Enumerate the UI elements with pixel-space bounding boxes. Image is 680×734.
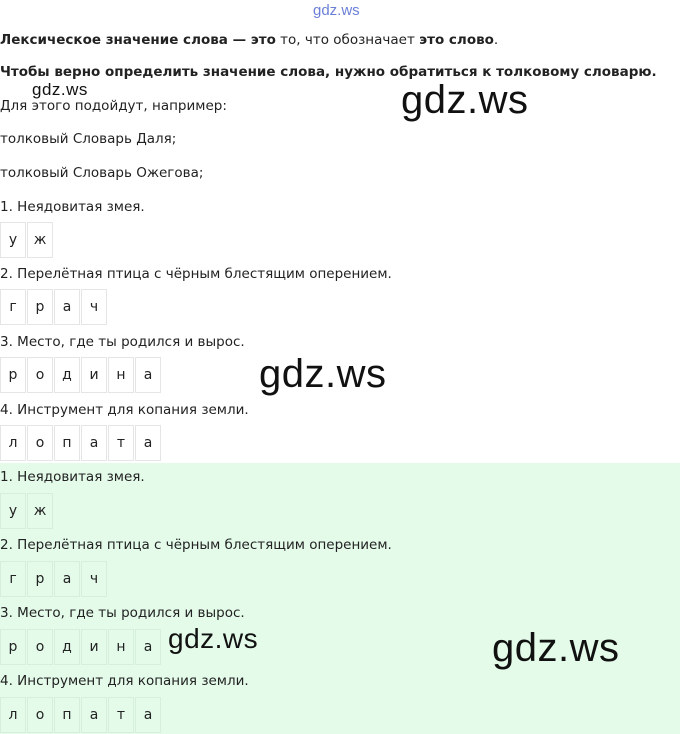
- definition-period: .: [493, 32, 499, 48]
- watermark-big-top: gdz.ws: [401, 78, 529, 122]
- letter-cell: ж: [27, 493, 53, 529]
- letter-cell: а: [54, 289, 80, 325]
- letter-cell: н: [108, 357, 134, 393]
- letter-cell: о: [27, 697, 53, 733]
- letter-cell: о: [27, 629, 53, 665]
- letter-cell: а: [135, 425, 161, 461]
- answer-cells-3: [0, 357, 162, 393]
- letter-cell: ж: [27, 222, 53, 258]
- dictionary-dal: толковый Словарь Даля;: [0, 131, 177, 147]
- letter-cell: и: [81, 357, 107, 393]
- question-2: 2. Перелётная птица с чёрным блестящим оперением.: [0, 266, 392, 282]
- letter-cell: а: [135, 697, 161, 733]
- letter-cell: а: [81, 697, 107, 733]
- letter-cell: у: [0, 493, 26, 529]
- watermark-small: gdz.ws: [32, 80, 88, 99]
- watermark-top: gdz.ws: [313, 2, 360, 19]
- answer-cells-2-repeat: [0, 561, 108, 597]
- letter-cell: р: [27, 561, 53, 597]
- letter-cell: о: [27, 425, 53, 461]
- letter-cell: д: [54, 357, 80, 393]
- question-3: 3. Место, где ты родился и вырос.: [0, 334, 245, 350]
- letter-cell: п: [54, 425, 80, 461]
- examples-intro: Для этого подойдут, например:: [0, 98, 227, 114]
- letter-cell: а: [54, 561, 80, 597]
- question-1-repeat: 1. Неядовитая змея.: [0, 469, 145, 485]
- letter-cell: ч: [81, 561, 107, 597]
- definition-object: это слово: [419, 32, 494, 48]
- definition-paragraph: [0, 32, 498, 48]
- question-3-repeat: 3. Место, где ты родился и вырос.: [0, 605, 245, 621]
- answer-highlight-block: [0, 463, 680, 734]
- answer-cells-1: [0, 222, 54, 258]
- question-2-repeat: 2. Перелётная птица с чёрным блестящим оперением.: [0, 537, 392, 553]
- watermark-green-middle: gdz.ws: [168, 623, 259, 654]
- definition-text: то, что обозначает: [275, 32, 420, 48]
- watermark-big-middle: gdz.ws: [259, 352, 387, 396]
- letter-cell: г: [0, 289, 26, 325]
- letter-cell: п: [54, 697, 80, 733]
- letter-cell: р: [0, 629, 26, 665]
- advice-paragraph: Чтобы верно определить значение слова, нужно обратиться к толковому словарю.: [0, 64, 657, 80]
- letter-cell: г: [0, 561, 26, 597]
- letter-cell: о: [27, 357, 53, 393]
- letter-cell: н: [108, 629, 134, 665]
- question-1: 1. Неядовитая змея.: [0, 199, 145, 215]
- letter-cell: р: [27, 289, 53, 325]
- question-4: 4. Инструмент для копания земли.: [0, 402, 249, 418]
- letter-cell: и: [81, 629, 107, 665]
- definition-term: Лексическое значение слова — это: [0, 32, 276, 48]
- question-4-repeat: 4. Инструмент для копания земли.: [0, 673, 249, 689]
- letter-cell: т: [108, 697, 134, 733]
- answer-cells-3-repeat: [0, 629, 162, 665]
- watermark-green-right: gdz.ws: [492, 626, 620, 670]
- letter-cell: л: [0, 425, 26, 461]
- dictionary-ozhegov: толковый Словарь Ожегова;: [0, 165, 204, 181]
- letter-cell: т: [108, 425, 134, 461]
- letter-cell: у: [0, 222, 26, 258]
- letter-cell: ч: [81, 289, 107, 325]
- answer-cells-2: [0, 289, 108, 325]
- letter-cell: а: [135, 357, 161, 393]
- letter-cell: а: [135, 629, 161, 665]
- answer-cells-4-repeat: [0, 697, 162, 733]
- letter-cell: л: [0, 697, 26, 733]
- letter-cell: р: [0, 357, 26, 393]
- letter-cell: д: [54, 629, 80, 665]
- letter-cell: а: [81, 425, 107, 461]
- answer-cells-1-repeat: [0, 493, 54, 529]
- answer-cells-4: [0, 425, 162, 461]
